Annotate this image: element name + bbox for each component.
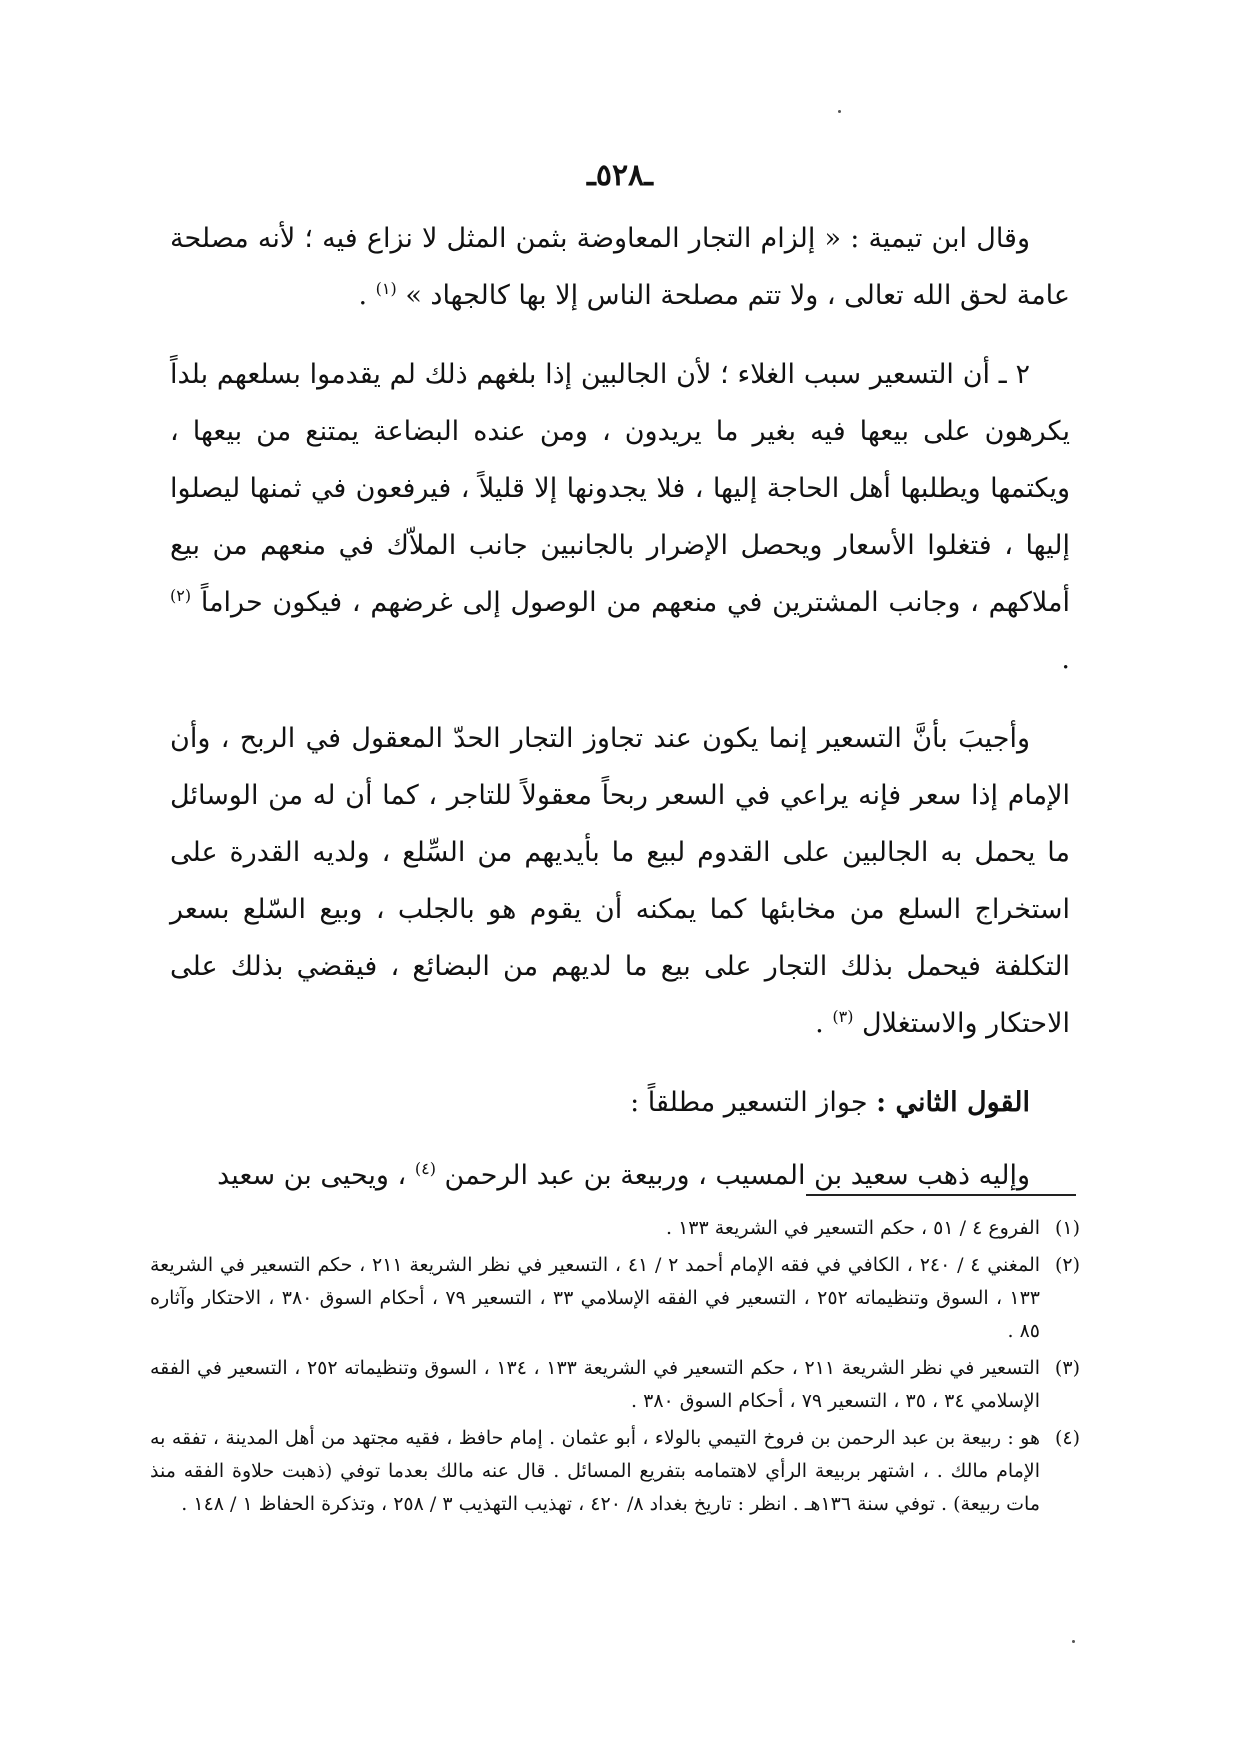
- footnote-text: الفروع ٤ / ٥١ ، حكم التسعير في الشريعة ١٣٣ .: [665, 1217, 1040, 1239]
- footnote-number: (٤): [1054, 1427, 1080, 1449]
- footnote-number: (٣): [1054, 1357, 1080, 1379]
- footnote-separator: [806, 1194, 1076, 1196]
- scan-speck: [1072, 1640, 1075, 1643]
- page-number: ـ٥٢٨ـ: [587, 158, 653, 193]
- paragraph-tail: .: [815, 1008, 833, 1039]
- paragraph-tail: ، ويحيى بن سعيد: [217, 1160, 415, 1191]
- section-heading: [170, 1074, 1070, 1131]
- footnote: [150, 1422, 1080, 1521]
- footnotes: [150, 1212, 1080, 1525]
- footnote-text: المغني ٤ / ٢٤٠ ، الكافي في فقه الإمام أحمد ٢ / ٤١ ، التسعير في نظر الشريعة ٢١١ ، حكم التسعير في الشريعة ١٣٣ ، السوق وتنظيماته ٢٥٢ ، التسعير في الفقه الإسلامي ٣٣ ، التسعير ٧٩ ، أحكام السوق ٣٨٠ ، الاحتكار وآثاره ٨٥ .: [150, 1254, 1041, 1342]
- footnote-ref: (٤): [414, 1159, 436, 1178]
- footnote: [150, 1352, 1080, 1418]
- paragraph-text: وإليه ذهب سعيد بن المسيب ، وربيعة بن عبد الرحمن: [444, 1160, 1030, 1191]
- footnote-number: (٢): [1054, 1254, 1081, 1276]
- paragraph: [170, 346, 1070, 688]
- footnote: [150, 1212, 1080, 1245]
- paragraph-text: ٢ ـ أن التسعير سبب الغلاء ؛ لأن الجالبين إذا بلغهم ذلك لم يقدموا بسلعهم بلداً يكرهون على بيعها فيه بغير ما يريدون ، ومن عنده البضاعة يمتنع من بيعها ، ويكتمها ويطلبها أهل الحاجة إليها ، فلا يجدونها إلا قليلاً ، فيرفعون في ثمنها ليصلوا إليها ، فتغلوا الأسعار ويحصل الإضرار بالجانبين جانب الملاّك في منعهم من بيع أملاكهم ، وجانب المشترين في منعهم من الوصول إلى غرضهم ، فيكون حراماً: [170, 359, 1071, 618]
- paragraph-text: وأجيبَ بأنَّ التسعير إنما يكون عند تجاوز التجار الحدّ المعقول في الربح ، وأن الإمام إذا سعر فإنه يراعي في السعر ربحاً معقولاً للتاجر ، كما أن له من الوسائل ما يحمل به الجالبين على القدوم لبيع ما بأيديهم من السِّلع ، ولديه القدرة على استخراج السلع من مخابئها كما يمكنه أن يقوم هو بالجلب ، وبيع السّلع بسعر التكلفة فيحمل بذلك التجار على بيع ما لديهم من البضائع ، فيقضي بذلك على الاحتكار والاستغلال: [170, 723, 1070, 1039]
- main-text: [170, 210, 1070, 1226]
- heading-text: جواز التسعير مطلقاً :: [630, 1087, 877, 1118]
- paragraph-tail: .: [358, 280, 376, 311]
- footnote-ref: (٢): [170, 586, 192, 605]
- heading-label: القول الثاني :: [876, 1087, 1030, 1118]
- footnote-number: (١): [1054, 1217, 1080, 1239]
- paragraph: [170, 710, 1070, 1052]
- footnote: [150, 1249, 1080, 1348]
- paragraph-tail: .: [1061, 644, 1070, 675]
- paragraph-text: وقال ابن تيمية : « إلزام التجار المعاوضة بثمن المثل لا نزاع فيه ؛ لأنه مصلحة عامة لحق الله تعالى ، ولا تتم مصلحة الناس إلا بها كالجهاد »: [170, 223, 1070, 311]
- footnote-ref: (١): [375, 279, 397, 298]
- paragraph: [170, 210, 1070, 324]
- footnote-ref: (٣): [832, 1007, 854, 1026]
- footnote-text: هو : ربيعة بن عبد الرحمن بن فروخ التيمي بالولاء ، أبو عثمان . إمام حافظ ، فقيه مجتهد من أهل المدينة ، تفقه به الإمام مالك . ، اشتهر بربيعة الرأي لاهتمامه بتفريع المسائل . قال عنه مالك بعدما توفي (ذهبت حلاوة الفقه منذ مات ربيعة) . توفي سنة ١٣٦هـ . انظر : تاريخ بغداد ٨/ ٤٢٠ ، تهذيب التهذيب ٣ / ٢٥٨ ، وتذكرة الحفاظ ١ / ١٤٨ .: [150, 1427, 1040, 1515]
- scan-speck: [838, 110, 841, 113]
- footnote-text: التسعير في نظر الشريعة ٢١١ ، حكم التسعير في الشريعة ١٣٣ ، ١٣٤ ، السوق وتنظيماته ٢٥٢ ، التسعير في الفقه الإسلامي ٣٤ ، ٣٥ ، التسعير ٧٩ ، أحكام السوق ٣٨٠ .: [150, 1357, 1040, 1412]
